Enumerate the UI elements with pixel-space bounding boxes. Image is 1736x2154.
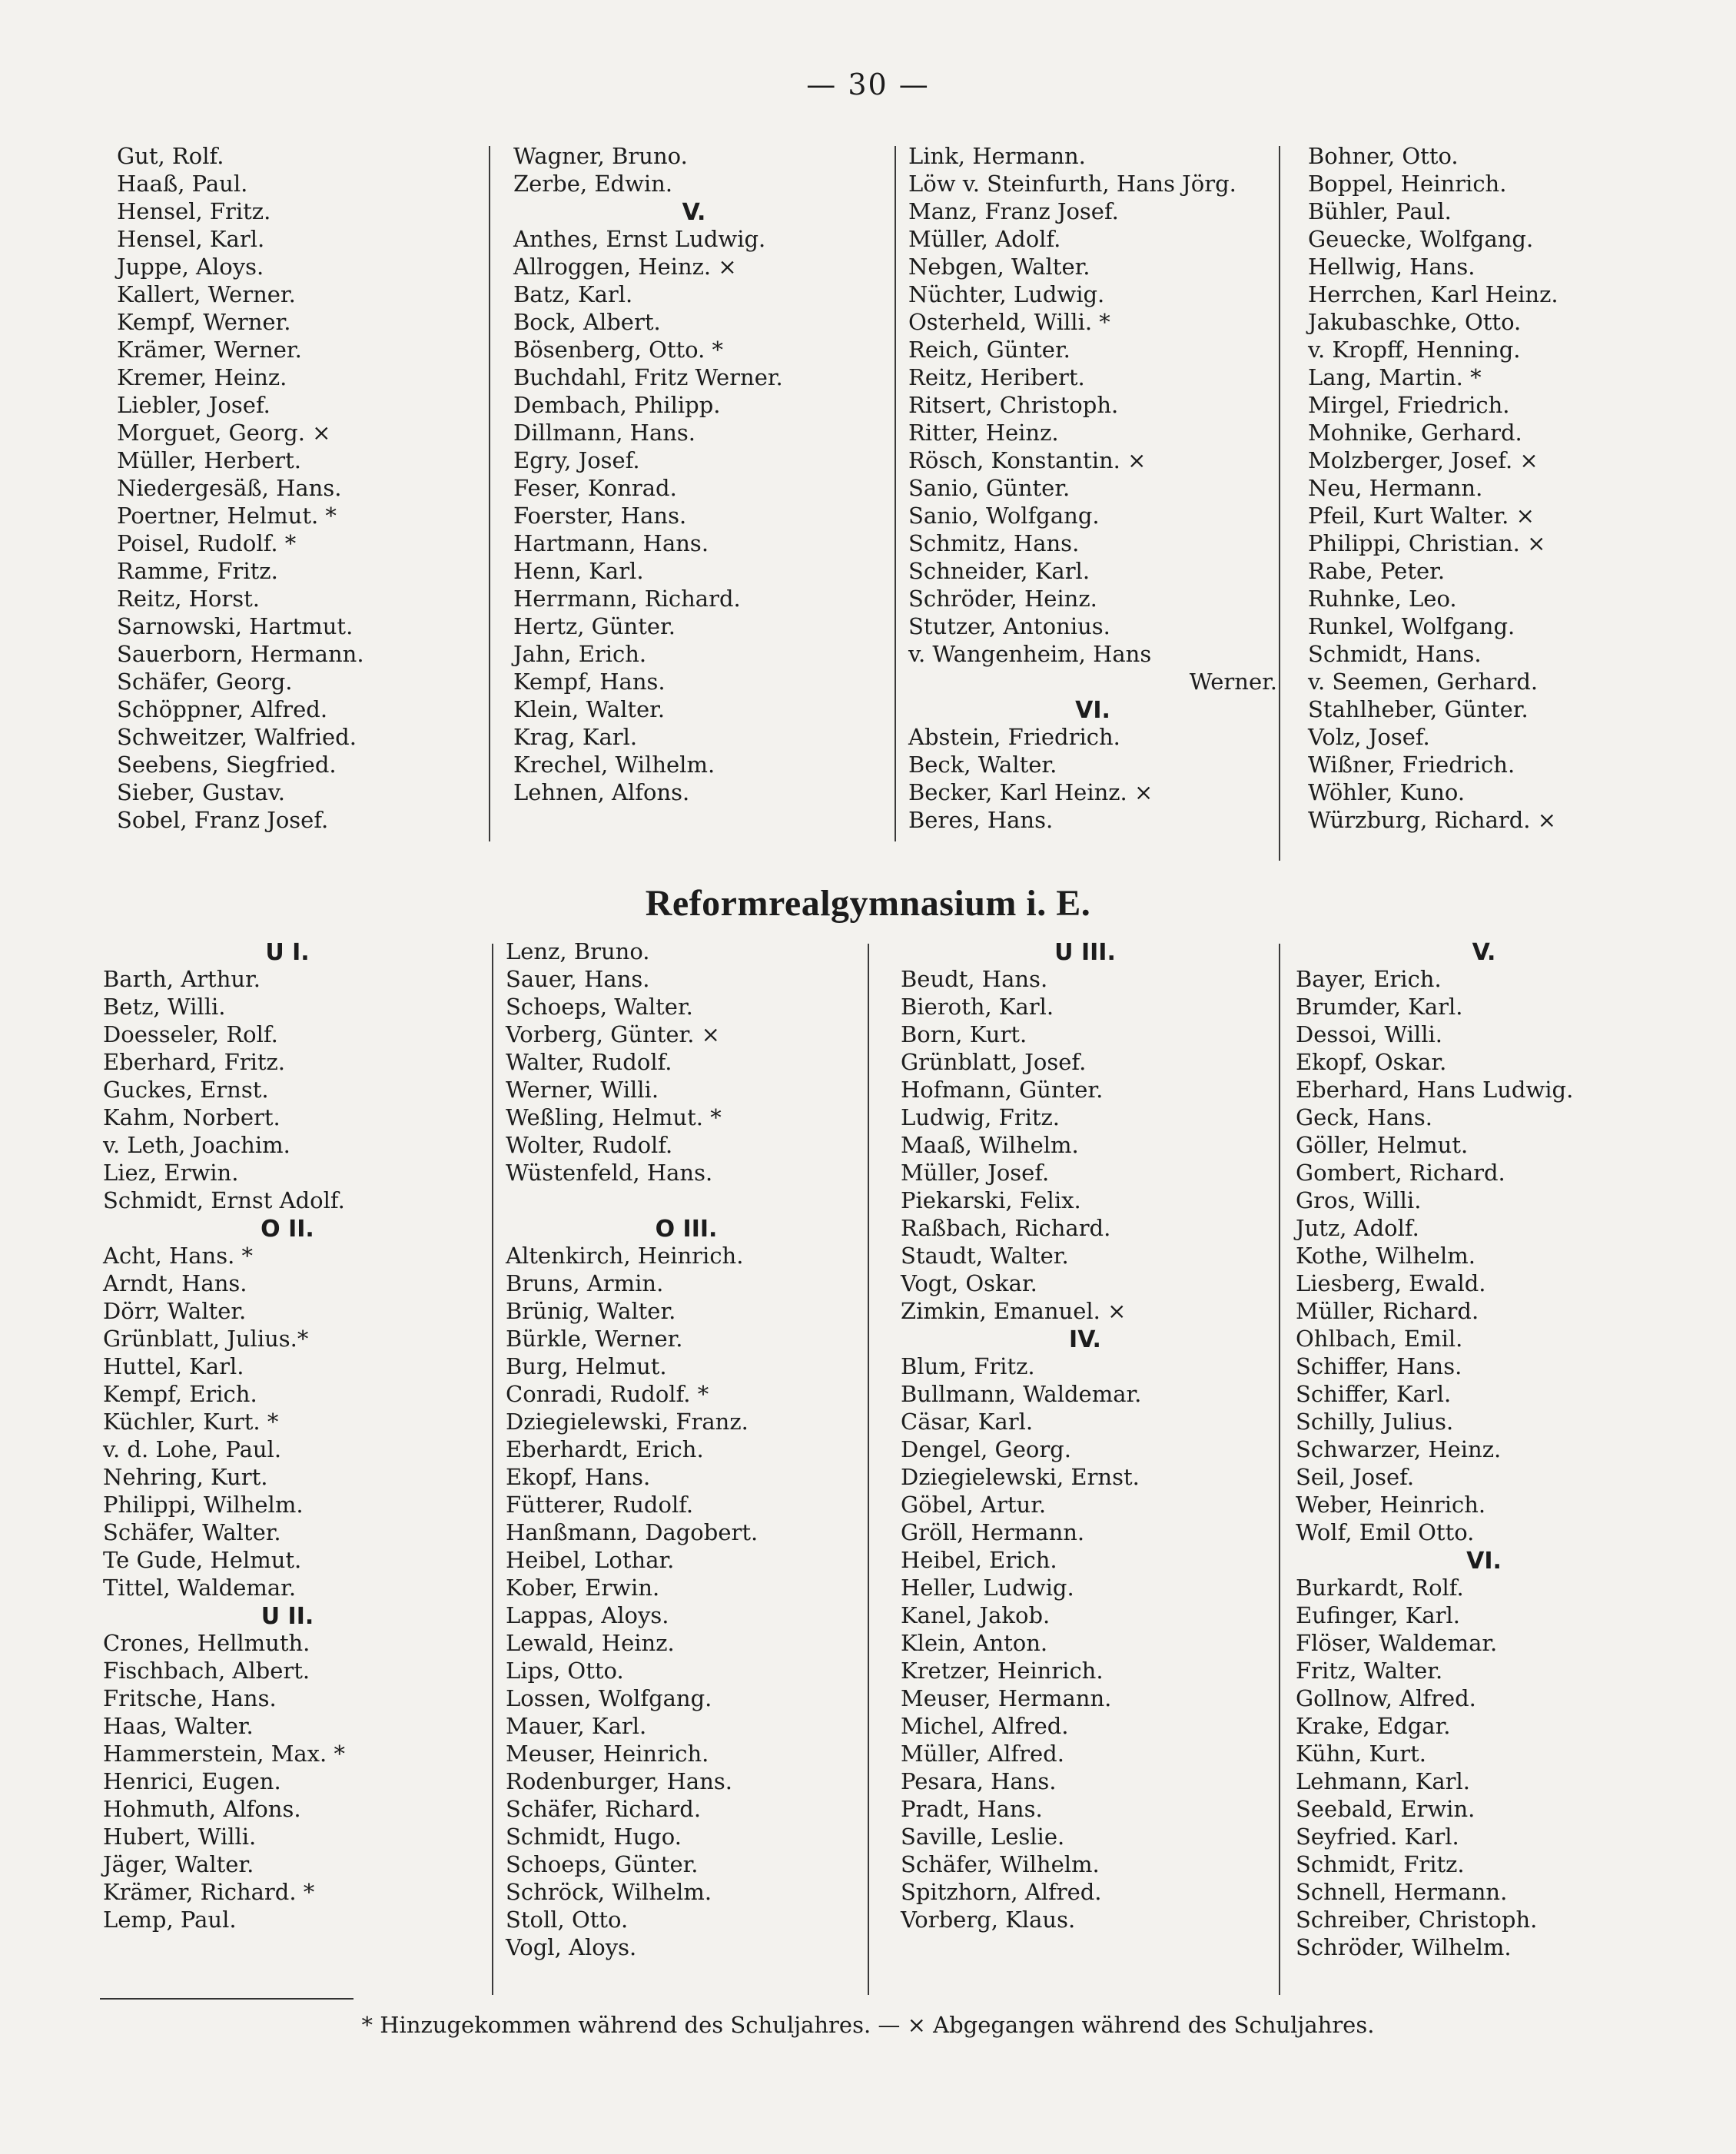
student-name: Sieber, Gustav. <box>117 779 285 805</box>
class-heading: O III. <box>655 1216 718 1243</box>
student-name: Krag, Karl. <box>513 724 638 750</box>
student-name: Schäfer, Richard. <box>506 1796 702 1822</box>
student-name: Arndt, Hans. <box>103 1270 247 1296</box>
student-name: Hellwig, Hans. <box>1308 254 1475 280</box>
student-name: Haas, Walter. <box>103 1713 254 1739</box>
student-name: Liesberg, Ewald. <box>1296 1270 1486 1296</box>
student-name: Lewald, Heinz. <box>506 1630 675 1656</box>
student-name: Fischbach, Albert. <box>103 1658 310 1684</box>
student-name: Poertner, Helmut. * <box>117 503 337 529</box>
student-name: Jakubaschke, Otto. <box>1308 309 1522 335</box>
student-name: Abstein, Friedrich. <box>908 724 1120 750</box>
student-name: Lossen, Wolfgang. <box>506 1685 712 1711</box>
student-name: Sanio, Günter. <box>908 475 1070 501</box>
student-name: Dessoi, Willi. <box>1296 1021 1442 1047</box>
student-name: v. Wangenheim, Hans <box>908 641 1152 667</box>
student-name: Boppel, Heinrich. <box>1308 171 1507 197</box>
student-name: v. d. Lohe, Paul. <box>103 1436 282 1462</box>
student-name: Henn, Karl. <box>513 558 644 584</box>
student-name: Würzburg, Richard. × <box>1308 807 1557 833</box>
student-name: Rodenburger, Hans. <box>506 1768 732 1794</box>
student-name: Kanel, Jakob. <box>901 1602 1051 1628</box>
student-name: Bullmann, Waldemar. <box>901 1381 1142 1407</box>
student-name: Vogt, Oskar. <box>901 1270 1037 1296</box>
student-name: Wöhler, Kuno. <box>1308 779 1465 805</box>
student-name: Gros, Willi. <box>1296 1187 1422 1213</box>
student-name: Doesseler, Rolf. <box>103 1021 278 1047</box>
student-name: Göller, Helmut. <box>1296 1132 1469 1158</box>
student-name: Brünig, Walter. <box>506 1298 676 1324</box>
student-name: Müller, Herbert. <box>117 447 301 473</box>
student-name: Lips, Otto. <box>506 1658 624 1684</box>
student-name: v. Kropff, Henning. <box>1308 337 1521 363</box>
student-name: Tittel, Waldemar. <box>103 1575 297 1601</box>
student-name: Nüchter, Ludwig. <box>908 281 1105 307</box>
student-name: Lang, Martin. * <box>1308 364 1482 390</box>
student-name: Ruhnke, Leo. <box>1308 586 1457 612</box>
student-name: Poisel, Rudolf. * <box>117 530 297 556</box>
student-name: Philippi, Christian. × <box>1308 530 1546 556</box>
student-name: Henrici, Eugen. <box>103 1768 281 1794</box>
student-name: Küchler, Kurt. * <box>103 1409 279 1435</box>
student-name: Schmidt, Ernst Adolf. <box>103 1187 345 1213</box>
student-name: Stoll, Otto. <box>506 1907 629 1933</box>
bottom-column-2 <box>506 938 867 1961</box>
student-name: Heibel, Lothar. <box>506 1547 675 1573</box>
student-name: Staudt, Walter. <box>901 1243 1069 1269</box>
student-name: Müller, Josef. <box>901 1160 1050 1186</box>
bottom-column-1 <box>103 938 472 1933</box>
student-name: Nehring, Kurt. <box>103 1464 268 1490</box>
class-heading: V. <box>682 199 706 226</box>
student-name: Hensel, Karl. <box>117 226 265 252</box>
student-name: Schwarzer, Heinz. <box>1296 1436 1502 1462</box>
student-name: Dengel, Georg. <box>901 1436 1071 1462</box>
student-name: Walter, Rudolf. <box>506 1049 672 1075</box>
footnote: * Hinzugekommen während des Schuljahres. — × Abgegangen während des Schuljahres. <box>361 2012 1375 2038</box>
student-name: Schäfer, Georg. <box>117 669 293 695</box>
student-name: Kremer, Heinz. <box>117 364 287 390</box>
student-name: Crones, Hellmuth. <box>103 1630 310 1656</box>
student-name: v. Leth, Joachim. <box>103 1132 290 1158</box>
student-name: Brumder, Karl. <box>1296 994 1463 1020</box>
top-column-4 <box>1308 142 1669 834</box>
student-name: Maaß, Wilhelm. <box>901 1132 1079 1158</box>
student-name: Fütterer, Rudolf. <box>506 1492 694 1518</box>
student-name: Reitz, Horst. <box>117 586 261 612</box>
student-name: Liez, Erwin. <box>103 1160 239 1186</box>
student-name: Michel, Alfred. <box>901 1713 1069 1739</box>
bottom-column-divider-3 <box>1279 944 1280 1995</box>
student-name: Ritter, Heinz. <box>908 420 1059 446</box>
student-name: Werner, Willi. <box>506 1077 659 1103</box>
student-name: v. Seemen, Gerhard. <box>1308 669 1539 695</box>
student-name: Dziegielewski, Ernst. <box>901 1464 1140 1490</box>
student-name: Herrchen, Karl Heinz. <box>1308 281 1558 307</box>
student-name: Ohlbach, Emil. <box>1296 1326 1463 1352</box>
top-column-divider-1 <box>489 146 490 841</box>
student-name: Krake, Edgar. <box>1296 1713 1451 1739</box>
student-name: Müller, Adolf. <box>908 226 1061 252</box>
student-name: Manz, Franz Josef. <box>908 198 1119 224</box>
student-name: Dembach, Philipp. <box>513 392 721 418</box>
student-name: Stahlheber, Günter. <box>1308 696 1529 722</box>
top-column-3 <box>908 142 1277 834</box>
student-name: Geck, Hans. <box>1296 1104 1432 1130</box>
student-name: Weber, Heinrich. <box>1296 1492 1486 1518</box>
student-name: Molzberger, Josef. × <box>1308 447 1539 473</box>
student-name: Lemp, Paul. <box>103 1907 237 1933</box>
student-name: Schilly, Julius. <box>1296 1409 1454 1435</box>
student-name: Schiffer, Hans. <box>1296 1353 1462 1379</box>
student-name: Jahn, Erich. <box>513 641 647 667</box>
student-name: Meuser, Heinrich. <box>506 1741 709 1767</box>
student-name: Grünblatt, Julius.* <box>103 1326 309 1352</box>
student-name: Gollnow, Alfred. <box>1296 1685 1476 1711</box>
student-name: Mirgel, Friedrich. <box>1308 392 1510 418</box>
student-name: Nebgen, Walter. <box>908 254 1090 280</box>
student-name: Gut, Rolf. <box>117 143 224 169</box>
student-name: Hartmann, Hans. <box>513 530 709 556</box>
student-name: Bösenberg, Otto. * <box>513 337 724 363</box>
student-name: Jäger, Walter. <box>103 1851 254 1877</box>
student-name: Huttel, Karl. <box>103 1353 244 1379</box>
student-name: Gombert, Richard. <box>1296 1160 1505 1186</box>
student-name: Beck, Walter. <box>908 752 1057 778</box>
student-name: Schöppner, Alfred. <box>117 696 328 722</box>
student-name: Feser, Konrad. <box>513 475 677 501</box>
class-heading: IV. <box>1069 1326 1101 1353</box>
student-name: Krechel, Wilhelm. <box>513 752 715 778</box>
student-name: Seil, Josef. <box>1296 1464 1415 1490</box>
student-name: Kempf, Erich. <box>103 1381 257 1407</box>
student-name: Anthes, Ernst Ludwig. <box>513 226 766 252</box>
student-name: Wüstenfeld, Hans. <box>506 1160 713 1186</box>
name-continuation: Werner. <box>1189 669 1277 695</box>
student-name: Hensel, Fritz. <box>117 198 271 224</box>
student-name: Dillmann, Hans. <box>513 420 696 446</box>
student-name: Krämer, Richard. * <box>103 1879 315 1905</box>
student-name: Wolf, Emil Otto. <box>1296 1519 1475 1545</box>
student-name: Beres, Hans. <box>908 807 1054 833</box>
student-name: Schweitzer, Walfried. <box>117 724 357 750</box>
student-name: Juppe, Aloys. <box>117 254 264 280</box>
student-name: Bühler, Paul. <box>1308 198 1452 224</box>
student-name: Schneider, Karl. <box>908 558 1090 584</box>
student-name: Müller, Alfred. <box>901 1741 1064 1767</box>
student-name: Grünblatt, Josef. <box>901 1049 1087 1075</box>
student-name: Vorberg, Günter. × <box>506 1021 720 1047</box>
student-name: Lehnen, Alfons. <box>513 779 690 805</box>
student-name: Klein, Walter. <box>513 696 666 722</box>
class-heading: O II. <box>261 1216 314 1243</box>
student-name: Sanio, Wolfgang. <box>908 503 1100 529</box>
student-name: Acht, Hans. * <box>103 1243 254 1269</box>
student-name: Eufinger, Karl. <box>1296 1602 1461 1628</box>
student-name: Schnell, Hermann. <box>1296 1879 1508 1905</box>
student-name: Pesara, Hans. <box>901 1768 1057 1794</box>
student-name: Osterheld, Willi. * <box>908 309 1110 335</box>
student-name: Gröll, Hermann. <box>901 1519 1085 1545</box>
student-name: Piekarski, Felix. <box>901 1187 1081 1213</box>
student-name: Altenkirch, Heinrich. <box>506 1243 744 1269</box>
student-name: Seebald, Erwin. <box>1296 1796 1475 1822</box>
student-name: Allroggen, Heinz. × <box>513 254 737 280</box>
student-name: Heller, Ludwig. <box>901 1575 1074 1601</box>
student-name: Kallert, Werner. <box>117 281 296 307</box>
student-name: Vorberg, Klaus. <box>901 1907 1076 1933</box>
student-name: Meuser, Hermann. <box>901 1685 1112 1711</box>
class-heading: VI. <box>1075 697 1110 724</box>
student-name: Weßling, Helmut. * <box>506 1104 722 1130</box>
student-name: Link, Hermann. <box>908 143 1086 169</box>
student-name: Neu, Hermann. <box>1308 475 1483 501</box>
student-name: Haaß, Paul. <box>117 171 248 197</box>
student-name: Bruns, Armin. <box>506 1270 664 1296</box>
student-name: Kretzer, Heinrich. <box>901 1658 1104 1684</box>
student-name: Schoeps, Walter. <box>506 994 693 1020</box>
student-name: Sarnowski, Hartmut. <box>117 613 354 639</box>
student-name: Buchdahl, Fritz Werner. <box>513 364 783 390</box>
student-name: Sauer, Hans. <box>506 966 650 992</box>
student-name: Lenz, Bruno. <box>506 938 650 964</box>
student-name: Pradt, Hans. <box>901 1796 1043 1822</box>
student-name: Morguet, Georg. × <box>117 420 331 446</box>
student-name: Hammerstein, Max. * <box>103 1741 345 1767</box>
student-name: Foerster, Hans. <box>513 503 687 529</box>
student-name: Krämer, Werner. <box>117 337 302 363</box>
student-name: Jutz, Adolf. <box>1296 1215 1419 1241</box>
student-name: Pfeil, Kurt Walter. × <box>1308 503 1535 529</box>
bottom-column-4 <box>1296 938 1672 1961</box>
student-name: Kahm, Norbert. <box>103 1104 280 1130</box>
student-name: Runkel, Wolfgang. <box>1308 613 1515 639</box>
student-name: Stutzer, Antonius. <box>908 613 1110 639</box>
student-name: Reich, Günter. <box>908 337 1070 363</box>
student-name: Ramme, Fritz. <box>117 558 278 584</box>
student-name: Löw v. Steinfurth, Hans Jörg. <box>908 171 1236 197</box>
student-name: Niedergesäß, Hans. <box>117 475 342 501</box>
student-name: Vogl, Aloys. <box>506 1934 637 1960</box>
student-name: Spitzhorn, Alfred. <box>901 1879 1102 1905</box>
student-name: Schmidt, Fritz. <box>1296 1851 1465 1877</box>
student-name: Sobel, Franz Josef. <box>117 807 329 833</box>
student-name: Hertz, Günter. <box>513 613 675 639</box>
student-name: Conradi, Rudolf. * <box>506 1381 709 1407</box>
student-name: Raßbach, Richard. <box>901 1215 1111 1241</box>
student-name: Hubert, Willi. <box>103 1824 257 1850</box>
student-name: Dziegielewski, Franz. <box>506 1409 749 1435</box>
student-name: Schröck, Wilhelm. <box>506 1879 712 1905</box>
top-column-1 <box>117 142 478 834</box>
student-name: Kempf, Hans. <box>513 669 666 695</box>
student-name: Ritsert, Christoph. <box>908 392 1119 418</box>
student-name: Burg, Helmut. <box>506 1353 667 1379</box>
student-name: Bock, Albert. <box>513 309 661 335</box>
student-name: Bürkle, Werner. <box>506 1326 683 1352</box>
student-name: Schäfer, Walter. <box>103 1519 281 1545</box>
student-name: Mohnike, Gerhard. <box>1308 420 1522 446</box>
student-name: Wolter, Rudolf. <box>506 1132 673 1158</box>
student-name: Barth, Arthur. <box>103 966 261 992</box>
student-name: Schmitz, Hans. <box>908 530 1080 556</box>
student-name: Becker, Karl Heinz. × <box>908 779 1153 805</box>
student-name: Schiffer, Karl. <box>1296 1381 1452 1407</box>
student-name: Liebler, Josef. <box>117 392 271 418</box>
student-name: Seyfried. Karl. <box>1296 1824 1459 1850</box>
student-name: Kempf, Werner. <box>117 309 291 335</box>
student-name: Eberhard, Hans Ludwig. <box>1296 1077 1574 1103</box>
student-name: Ekopf, Oskar. <box>1296 1049 1447 1075</box>
bottom-column-divider-2 <box>868 944 869 1995</box>
student-name: Müller, Richard. <box>1296 1298 1479 1324</box>
student-name: Philippi, Wilhelm. <box>103 1492 304 1518</box>
class-heading: VI. <box>1466 1548 1502 1575</box>
student-name: Göbel, Artur. <box>901 1492 1047 1518</box>
student-name: Ludwig, Fritz. <box>901 1104 1061 1130</box>
student-name: Lehmann, Karl. <box>1296 1768 1470 1794</box>
student-name: Saville, Leslie. <box>901 1824 1065 1850</box>
student-name: Wißner, Friedrich. <box>1308 752 1515 778</box>
student-name: Zimkin, Emanuel. × <box>901 1298 1127 1324</box>
student-name: Guckes, Ernst. <box>103 1077 269 1103</box>
class-heading: V. <box>1472 939 1496 966</box>
top-column-divider-3 <box>1279 146 1280 861</box>
student-name: Mauer, Karl. <box>506 1713 647 1739</box>
student-name: Hanßmann, Dagobert. <box>506 1519 758 1545</box>
bottom-column-divider-1 <box>492 944 493 1995</box>
student-name: Bayer, Erich. <box>1296 966 1442 992</box>
student-name: Fritz, Walter. <box>1296 1658 1443 1684</box>
student-name: Heibel, Erich. <box>901 1547 1057 1573</box>
student-name: Kühn, Kurt. <box>1296 1741 1426 1767</box>
student-name: Ekopf, Hans. <box>506 1464 651 1490</box>
student-name: Cäsar, Karl. <box>901 1409 1034 1435</box>
student-name: Volz, Josef. <box>1308 724 1430 750</box>
student-name: Kober, Erwin. <box>506 1575 660 1601</box>
student-name: Lappas, Aloys. <box>506 1602 669 1628</box>
student-name: Hohmuth, Alfons. <box>103 1796 301 1822</box>
student-name: Klein, Anton. <box>901 1630 1048 1656</box>
student-name: Schreiber, Christoph. <box>1296 1907 1538 1933</box>
student-name: Reitz, Heribert. <box>908 364 1085 390</box>
student-name: Dörr, Walter. <box>103 1298 247 1324</box>
class-heading: U III. <box>1054 939 1116 966</box>
student-name: Schröder, Wilhelm. <box>1296 1934 1512 1960</box>
student-name: Rösch, Konstantin. × <box>908 447 1147 473</box>
student-name: Herrmann, Richard. <box>513 586 741 612</box>
student-name: Sauerborn, Hermann. <box>117 641 364 667</box>
student-name: Batz, Karl. <box>513 281 633 307</box>
student-name: Eberhardt, Erich. <box>506 1436 704 1462</box>
student-name: Hofmann, Günter. <box>901 1077 1104 1103</box>
top-column-2 <box>513 142 875 806</box>
student-name: Schröder, Heinz. <box>908 586 1097 612</box>
top-column-divider-2 <box>895 146 896 841</box>
student-name: Kothe, Wilhelm. <box>1296 1243 1475 1269</box>
spacer <box>506 1187 867 1214</box>
student-name: Betz, Willi. <box>103 994 226 1020</box>
student-name: Schmidt, Hans. <box>1308 641 1482 667</box>
student-name: Wagner, Bruno. <box>513 143 688 169</box>
student-name: Born, Kurt. <box>901 1021 1027 1047</box>
student-name: Flöser, Waldemar. <box>1296 1630 1498 1656</box>
student-name: Bieroth, Karl. <box>901 994 1054 1020</box>
student-name: Te Gude, Helmut. <box>103 1547 302 1573</box>
student-name: Rabe, Peter. <box>1308 558 1446 584</box>
student-name: Schäfer, Wilhelm. <box>901 1851 1100 1877</box>
student-name: Fritsche, Hans. <box>103 1685 277 1711</box>
student-name: Schoeps, Günter. <box>506 1851 699 1877</box>
page-number: — 30 — <box>806 68 930 101</box>
student-name: Eberhard, Fritz. <box>103 1049 285 1075</box>
section-title: Reformrealgymnasium i. E. <box>645 883 1091 924</box>
student-name: Schmidt, Hugo. <box>506 1824 682 1850</box>
student-name: Geuecke, Wolfgang. <box>1308 226 1534 252</box>
student-name: Egry, Josef. <box>513 447 640 473</box>
student-name: Bohner, Otto. <box>1308 143 1459 169</box>
student-name: Zerbe, Edwin. <box>513 171 673 197</box>
student-name: Blum, Fritz. <box>901 1353 1035 1379</box>
student-name: Beudt, Hans. <box>901 966 1048 992</box>
class-heading: U I. <box>265 939 310 966</box>
footnote-rule <box>100 1998 354 2000</box>
bottom-column-3 <box>901 938 1270 1933</box>
student-name: Burkardt, Rolf. <box>1296 1575 1464 1601</box>
student-name: Seebens, Siegfried. <box>117 752 337 778</box>
class-heading: U II. <box>261 1603 314 1630</box>
